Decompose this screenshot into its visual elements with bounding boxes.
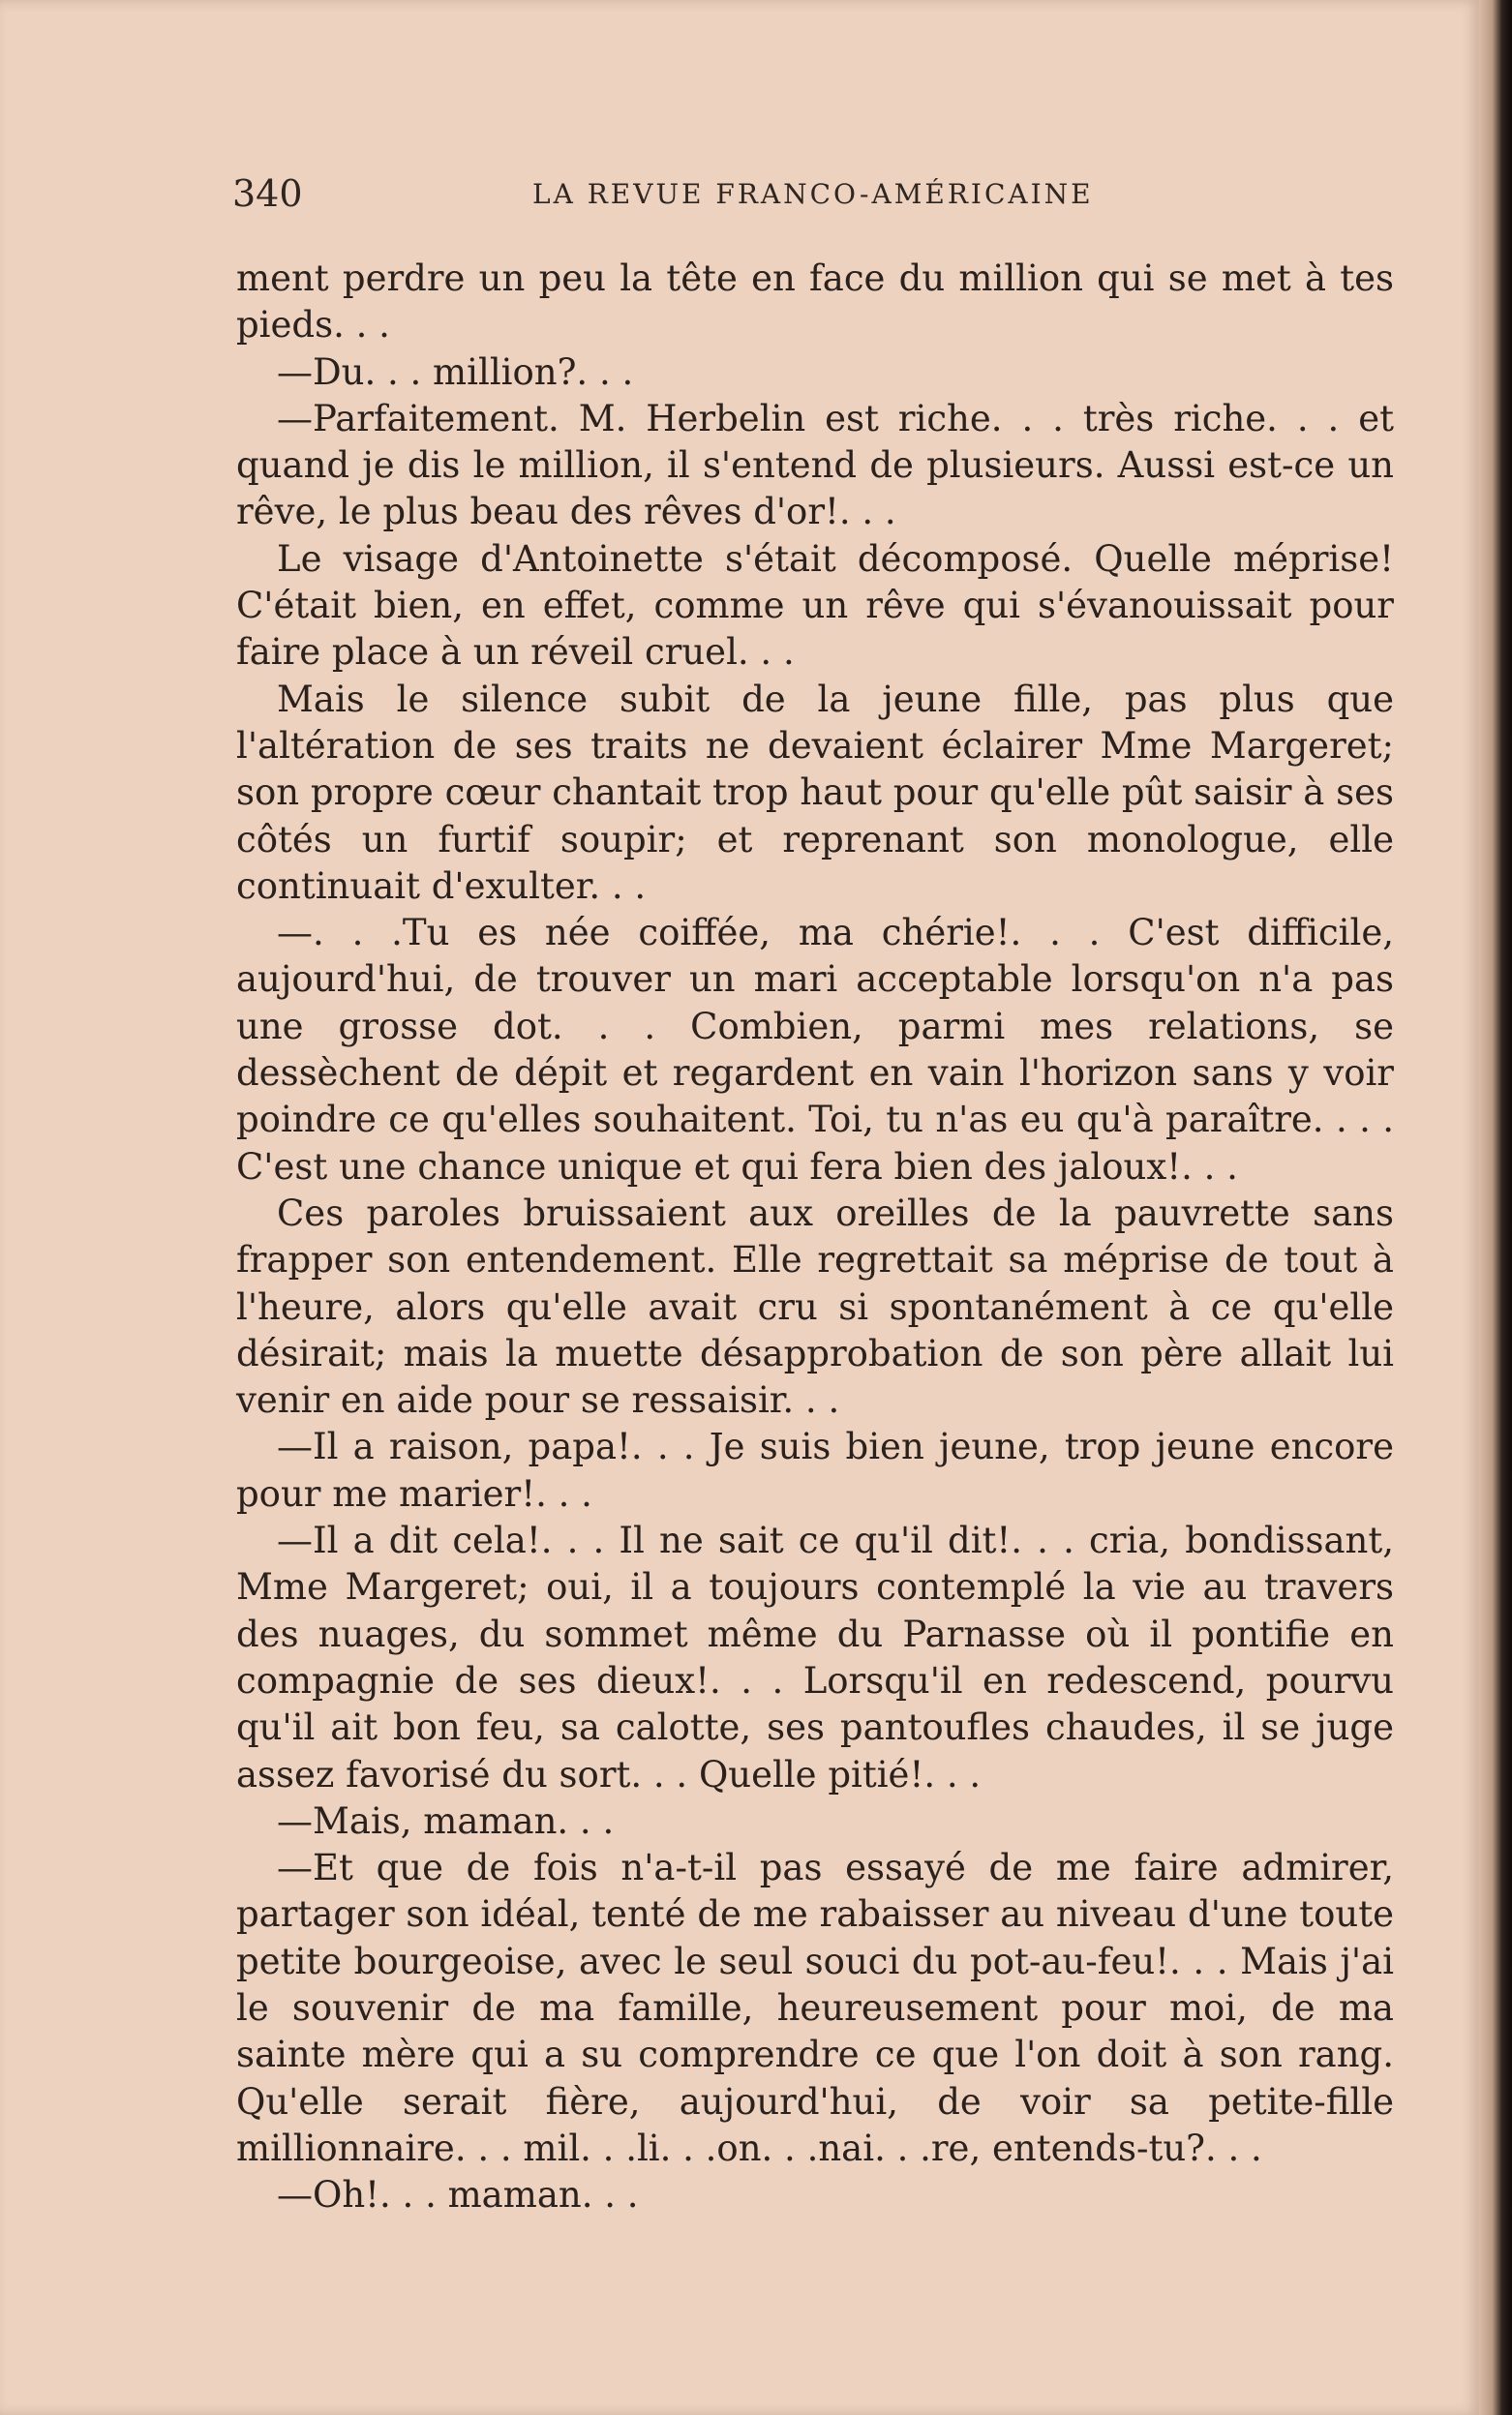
paragraph: —Oh!. . . maman. . .: [277, 2174, 639, 2217]
page-number: 340: [232, 172, 303, 215]
paragraph: Le visage d'Antoinette s'était décomposé. Quelle méprise! C'était bien, en effet, comme un rêve qui s'évanouissait pour faire place à un réveil cruel. . .: [236, 537, 1394, 674]
paragraph: —Il a dit cela!. . . Il ne sait ce qu'il dit!. . . cria, bondissant, Mme Margeret; oui, il a toujours contemplé la vie au travers des nuages, du sommet même du Parnasse où il pontifie en compagnie de ses dieux!. . . Lorsqu'il en redescend, pourvu qu'il ait bon feu, sa calotte, ses pantoufles chaudes, il se juge assez favorisé du sort. . . Quelle pitié!. . .: [236, 1520, 1394, 1796]
paragraph: —Mais, maman. . .: [277, 1799, 615, 1842]
paragraph: —. . .Tu es née coiffée, ma chérie!. . . C'est difficile, aujourd'hui, de trouver un mari acceptable lorsqu'on n'a pas une grosse dot. . . Combien, parmi mes relations, se dessèchent de dépit et regardent en vain l'horizon sans y voir poindre ce qu'elles souhaitent. Toi, tu n'as eu qu'à paraître. . . . C'est une chance unique et qui fera bien des jaloux!. . .: [236, 912, 1394, 1188]
running-title: LA REVUE FRANCO-AMÉRICAINE: [532, 178, 1094, 210]
body-text: [236, 256, 1394, 2219]
paragraph: Mais le silence subit de la jeune fille, pas plus que l'altération de ses traits ne devaient éclairer Mme Margeret; son propre cœur chantait trop haut pour qu'elle pût saisir à ses côtés un furtif soupir; et reprenant son monologue, elle continuait d'exulter. . .: [236, 678, 1394, 907]
paragraph: ment perdre un peu la tête en face du million qui se met à tes pieds. . .: [236, 257, 1394, 347]
paragraph: Ces paroles bruissaient aux oreilles de la pauvrette sans frapper son entendement. Elle regrettait sa méprise de tout à l'heure, alors qu'elle avait cru si spontanément à ce qu'elle désirait; mais la muette désapprobation de son père allait lui venir en aide pour se ressaisir. . .: [236, 1192, 1394, 1422]
page-edge: [1479, 0, 1512, 2415]
paragraph: —Et que de fois n'a-t-il pas essayé de me faire admirer, partager son idéal, tenté de me rabaisser au niveau d'une toute petite bourgeoise, avec le seul souci du pot-au-feu!. . . Mais j'ai le souvenir de ma famille, heureusement pour moi, de ma sainte mère qui a su comprendre ce que l'on doit à son rang. Qu'elle serait fière, aujourd'hui, de voir sa petite-fille millionnaire. . . mil. . .li. . .on. . .nai. . .re, entends-tu?. . .: [236, 1847, 1394, 2169]
paragraph: —Il a raison, papa!. . . Je suis bien jeune, trop jeune encore pour me marier!. . .: [236, 1426, 1394, 1515]
paragraph: —Parfaitement. M. Herbelin est riche. . . très riche. . . et quand je dis le million, il s'entend de plusieurs. Aussi est-ce un rêve, le plus beau des rêves d'or!. . .: [236, 397, 1394, 533]
page-header: [232, 166, 1394, 225]
paragraph: —Du. . . million?. . .: [277, 350, 634, 393]
